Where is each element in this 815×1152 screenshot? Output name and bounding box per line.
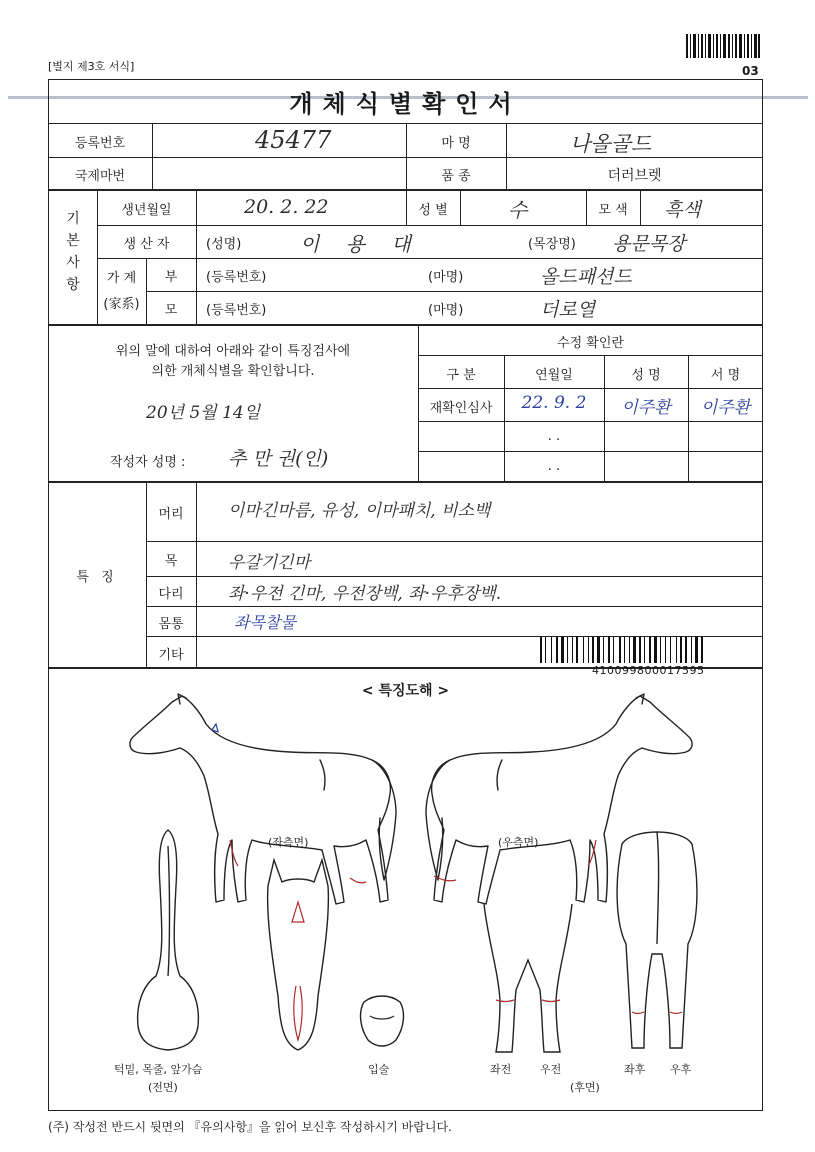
breeder-name-label: (성명) xyxy=(206,237,242,252)
intl-no-label: 국제마번 xyxy=(74,169,126,184)
birth-date-value: 20. 2. 22 xyxy=(244,196,329,218)
farm-name-value: 용문목장 xyxy=(612,233,686,255)
revision-col-name: 성 명 xyxy=(631,368,661,383)
horse-front-neck-diagram xyxy=(128,826,208,1056)
coat-color-label: 모 색 xyxy=(598,203,628,218)
revision-col-date: 연월일 xyxy=(535,368,573,383)
right-side-label: (우측면) xyxy=(498,836,539,849)
pedigree-label: 가 계 xyxy=(106,271,137,286)
sex-label: 성 별 xyxy=(418,203,448,218)
neck-label: 목 xyxy=(164,554,178,569)
revision-col-sign: 서 명 xyxy=(710,368,741,383)
form-title: 개체식별확인서 xyxy=(289,90,522,118)
breed-value: 더러브렛 xyxy=(607,168,662,184)
coat-color-value: 흑색 xyxy=(664,199,701,221)
horse-name-value: 나올골드 xyxy=(570,132,652,156)
sire-name-label: (마명) xyxy=(428,270,464,285)
horse-front-legs-diagram xyxy=(478,900,578,1060)
horse-lips-diagram xyxy=(356,992,408,1052)
dam-label: 모 xyxy=(164,303,178,318)
reg-no-label: 등록번호 xyxy=(74,136,126,151)
other-label: 기타 xyxy=(158,648,184,663)
dam-reg-label: (등록번호) xyxy=(206,303,267,318)
body-marks-value: 좌목찰물 xyxy=(234,613,296,632)
revision-row-type: 재확인심사 xyxy=(429,401,493,416)
birth-date-label: 생년월일 xyxy=(121,203,172,218)
barcode-number: 410099800017595 xyxy=(592,664,705,677)
front-caption: 턱밑, 목줄, 앞가슴 xyxy=(114,1063,203,1076)
author-value: 추 만 권(인) xyxy=(228,448,329,470)
reg-no-value: 45477 xyxy=(255,126,332,154)
breed-label: 품 종 xyxy=(441,169,471,184)
horse-head-front-diagram xyxy=(258,856,338,1056)
farm-name-label: (목장명) xyxy=(528,237,576,252)
sex-value: 수 xyxy=(508,198,528,222)
breeder-label: 생 산 자 xyxy=(123,237,170,252)
right-hind-leg-label: 우후 xyxy=(670,1063,692,1076)
revision-row-date: . . xyxy=(547,459,561,474)
statement-line-1: 위의 말에 대하여 아래와 같이 특징검사에 xyxy=(115,344,351,359)
revision-row-date: . . xyxy=(547,429,561,444)
right-front-leg-label: 우전 xyxy=(540,1063,562,1076)
footer-note: (주) 작성전 반드시 뒷면의 『유의사항』을 읽어 보신후 작성하시기 바랍니다. xyxy=(48,1120,452,1134)
horse-rear-diagram xyxy=(612,824,702,1056)
author-label: 작성자 성명 : xyxy=(110,455,186,470)
statement-line-2: 의한 개체식별을 확인합니다. xyxy=(151,364,315,379)
sire-reg-label: (등록번호) xyxy=(206,270,267,285)
head-label: 머리 xyxy=(158,507,184,522)
revision-row-date: 22. 9. 2 xyxy=(521,393,587,413)
horse-name-label: 마 명 xyxy=(441,136,471,151)
legs-label: 다리 xyxy=(158,587,184,602)
features-section-label: 특 징 xyxy=(76,570,118,585)
revision-row-name: 이주환 xyxy=(621,398,671,418)
basic-info-section-label: 기 본 사 항 xyxy=(66,211,80,293)
confirmation-date: 20년 5월 14일 xyxy=(146,403,261,423)
breeder-name-value: 이 용 대 xyxy=(300,232,421,256)
left-hind-leg-label: 좌후 xyxy=(624,1063,646,1076)
dam-name-value: 더로열 xyxy=(540,299,596,321)
registration-barcode-icon xyxy=(538,637,762,663)
pedigree-hanja-label: (家系) xyxy=(103,297,140,312)
head-marks-value: 이마긴마름, 유성, 이마패치, 비소백 xyxy=(228,501,491,521)
neck-marks-value: 우갈기긴마 xyxy=(228,553,311,573)
sire-label: 부 xyxy=(164,270,178,285)
revision-row-sign: 이주환 xyxy=(700,398,751,418)
top-barcode-icon xyxy=(686,34,760,58)
legs-marks-value: 좌·우전 긴마, 우전장백, 좌·우후장백. xyxy=(228,584,502,604)
left-front-leg-label: 좌전 xyxy=(490,1063,512,1076)
lips-label: 입술 xyxy=(368,1063,390,1076)
form-code: [별지 제3호 서식] xyxy=(48,60,135,73)
left-side-label: (좌측면) xyxy=(268,836,309,849)
front-view-label: (전면) xyxy=(148,1081,178,1094)
sire-name-value: 올드패션드 xyxy=(540,266,632,288)
page-number: 03 xyxy=(742,64,759,78)
rear-view-label: (후면) xyxy=(570,1081,600,1094)
body-label: 몸통 xyxy=(158,617,184,632)
diagram-title: < 특징도해 > xyxy=(361,683,450,699)
revision-col-type: 구 분 xyxy=(446,368,476,383)
dam-name-label: (마명) xyxy=(428,303,464,318)
revision-title: 수정 확인란 xyxy=(557,336,624,351)
